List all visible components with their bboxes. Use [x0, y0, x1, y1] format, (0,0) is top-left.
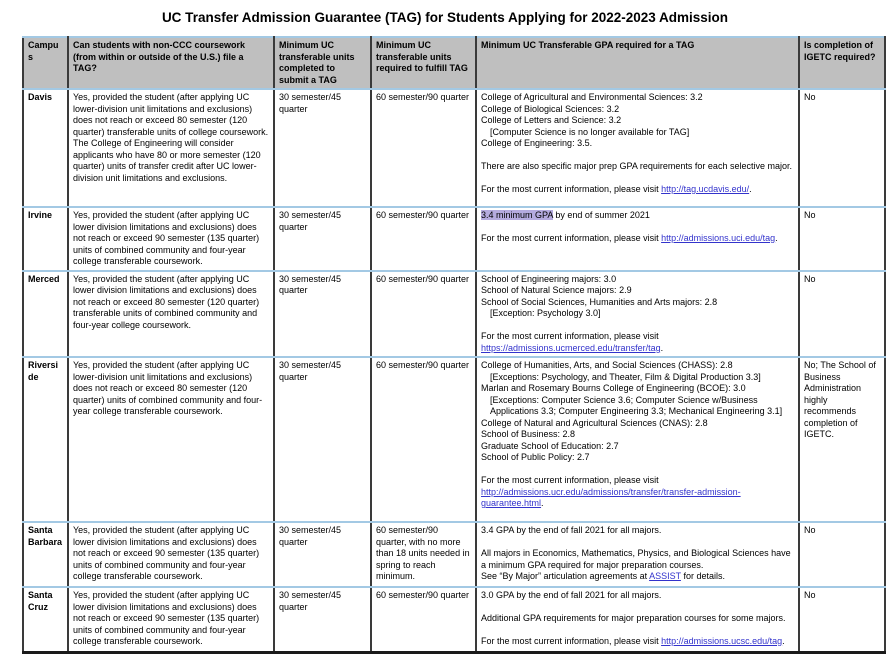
text: For the most current information, please visit [481, 475, 659, 485]
gpa-cell [476, 587, 799, 652]
tag-table [22, 36, 886, 654]
units-fulfill-cell [371, 522, 476, 587]
text: [Computer Science is no longer available for TAG] [490, 126, 690, 137]
text: 60 semester/90 quarter [376, 210, 470, 220]
non-ccc-cell [68, 357, 274, 522]
gpa-cell [476, 357, 799, 522]
text: [Exceptions: Psychology, and Theater, Film & Digital Production 3.3] [490, 371, 761, 382]
units-submit-cell [274, 587, 371, 652]
non-ccc-cell [68, 207, 274, 271]
units-submit-cell [274, 89, 371, 207]
text: College of Humanities, Arts, and Social Sciences (CHASS): 2.8 [481, 360, 733, 370]
text: for details. [680, 571, 725, 581]
campus-cell [23, 207, 68, 271]
text: Yes, provided the student (after applying UC lower division limitations and exclusions) does not reach or exceed 90 semester (135 quarter) units of combined community and four-year college transferable coursework. [73, 210, 260, 266]
text: . [660, 342, 664, 353]
text: . [775, 233, 778, 243]
text: Davis [28, 92, 53, 102]
units-fulfill-cell [371, 357, 476, 522]
gpa-cell [476, 271, 799, 358]
text: No [804, 210, 816, 220]
header-units-submit: Minimum UC transferable units completed to submit a TAG [274, 37, 371, 89]
page [0, 10, 890, 654]
text: Yes, provided the student (after applying UC lower division limitations and exclusions) does not reach or exceed 80 semester (120 quarter) transferable units of combined community and four-year college coursework. [73, 273, 260, 330]
table-row [23, 587, 885, 652]
text: Yes, provided the student (after applying UC lower division limitations and exclusions) does not reach or exceed 90 semester (135 quarter) units of combined community and four-year college transferable coursework. [73, 525, 260, 581]
text: No; The School of Business Administration highly recommends completion of IGETC. [804, 360, 876, 439]
text: . [541, 498, 544, 508]
link[interactable]: http://admissions.uci.edu/tag [661, 233, 776, 243]
table-row [23, 207, 885, 271]
text: For the most current information, please visit [481, 233, 662, 243]
header-campus: Campus [23, 37, 68, 89]
text: Irvine [28, 210, 53, 220]
text: 3.4 GPA by the end of fall 2021 for all majors. [481, 525, 662, 535]
text: Riverside [28, 360, 59, 382]
igetc-cell [799, 271, 885, 358]
text: School of Engineering majors: 3.0 [481, 273, 617, 284]
text: College of Letters and Science: 3.2 [481, 115, 622, 125]
igetc-cell [799, 89, 885, 207]
igetc-cell [799, 522, 885, 587]
non-ccc-cell [68, 271, 274, 358]
text: 30 semester/45 quarter [279, 525, 342, 547]
text: 60 semester/90 quarter [376, 360, 470, 370]
campus-cell [23, 522, 68, 587]
text: College of Engineering: 3.5. [481, 138, 593, 148]
text: No [804, 273, 816, 284]
text: 60 semester/90 quarter, with no more than 18 units needed in spring to reach minimum. [376, 525, 470, 581]
text: School of Public Policy: 2.7 [481, 452, 590, 462]
text: Marlan and Rosemary Bourns College of Engineering (BCOE): 3.0 [481, 383, 746, 393]
units-fulfill-cell [371, 271, 476, 358]
units-fulfill-cell [371, 207, 476, 271]
header-igetc: Is completion of IGETC required? [799, 37, 885, 89]
text: 30 semester/45 quarter [279, 210, 342, 232]
header-gpa: Minimum UC Transferable GPA required for a TAG [476, 37, 799, 89]
header-non-ccc: Can students with non-CCC coursework (from within or outside of the U.S.) file a TAG? [68, 37, 274, 89]
campus-cell [23, 89, 68, 207]
page-title: UC Transfer Admission Guarantee (TAG) for Students Applying for 2022-2023 Admission [161, 10, 729, 25]
text: [Exception: Psychology 3.0] [490, 308, 601, 318]
table-row [23, 522, 885, 587]
units-submit-cell [274, 522, 371, 587]
text: 60 semester/90 quarter [376, 92, 470, 102]
units-submit-cell [274, 207, 371, 271]
text: . [782, 636, 785, 646]
text: Santa Barbara [28, 525, 63, 547]
text: Santa Cruz [28, 590, 53, 612]
campus-cell [23, 357, 68, 522]
text: No [804, 525, 816, 535]
highlighted-text: 3.4 minimum GPA [481, 210, 553, 220]
text: College of Natural and Agricultural Sciences (CNAS): 2.8 [481, 417, 708, 428]
link[interactable]: http://tag.ucdavis.edu/ [661, 184, 750, 194]
units-submit-cell [274, 271, 371, 358]
link[interactable]: https://admissions.ucmerced.edu/transfer/tag [481, 342, 661, 353]
text: 30 semester/45 quarter [279, 273, 342, 295]
units-fulfill-cell [371, 587, 476, 652]
text: School of Social Sciences, Humanities and Arts majors: 2.8 [481, 296, 718, 307]
text: See “By Major” articulation agreements at [481, 571, 650, 581]
text: 60 semester/90 quarter [376, 273, 470, 284]
link[interactable]: http://admissions.ucr.edu/admissions/transfer/transfer-admission-guarantee.html [481, 486, 741, 508]
text: No [804, 92, 816, 102]
table-row [23, 357, 885, 522]
link[interactable]: http://admissions.ucsc.edu/tag [661, 636, 783, 646]
gpa-cell [476, 207, 799, 271]
text: 3.0 GPA by the end of fall 2021 for all majors. [481, 590, 662, 600]
text: 60 semester/90 quarter [376, 590, 470, 600]
units-submit-cell [274, 357, 371, 522]
campus-cell [23, 271, 68, 358]
text: Yes, provided the student (after applying UC lower division limitations and exclusions) does not reach or exceed 90 semester (135 quarter) units of combined community and four-year college transferable coursework. [73, 590, 260, 646]
gpa-cell [476, 522, 799, 587]
text: School of Business: 2.8 [481, 429, 576, 439]
igetc-cell [799, 587, 885, 652]
non-ccc-cell [68, 522, 274, 587]
igetc-cell [799, 357, 885, 522]
gpa-cell [476, 89, 799, 207]
text: For the most current information, please visit [481, 636, 662, 646]
table-row [23, 89, 885, 207]
table-body [23, 89, 885, 652]
text: College of Agricultural and Environmental Sciences: 3.2 [481, 92, 703, 102]
non-ccc-cell [68, 89, 274, 207]
table-row [23, 271, 885, 358]
text: 30 semester/45 quarter [279, 590, 342, 612]
text: For the most current information, please visit [481, 331, 659, 341]
text: All majors in Economics, Mathematics, Physics, and Biological Sciences have a minimum GPA required for major preparation courses. [481, 548, 791, 570]
text: 30 semester/45 quarter [279, 92, 342, 114]
text: by end of summer 2021 [552, 210, 650, 220]
text: [Exceptions: Computer Science 3.6; Computer Science w/Business Applications 3.3; Computer Engineering 3.3; Mechanical Engineering 3.1] [490, 394, 783, 416]
text: School of Natural Science majors: 2.9 [481, 285, 632, 295]
text: Yes, provided the student (after applying UC lower-division unit limitations and exclusions) does not reach or exceed 80 semester (120 quarter) transferable units of college coursework. The College of Engineering will consider applicants who have 80 or more semester (120 quarter) units of transfer credit after UC lower-division unit limitations and exclusions. [73, 92, 269, 183]
text: There are also specific major prep GPA requirements for each selective major. [481, 161, 792, 171]
text: . [749, 184, 752, 194]
non-ccc-cell [68, 587, 274, 652]
text: Graduate School of Education: 2.7 [481, 440, 619, 451]
igetc-cell [799, 207, 885, 271]
text: 30 semester/45 quarter [279, 360, 342, 382]
text: College of Biological Sciences: 3.2 [481, 103, 620, 114]
text: Merced [28, 273, 60, 284]
text: For the most current information, please visit [481, 184, 662, 194]
text: Additional GPA requirements for major preparation courses for some majors. [481, 613, 786, 623]
header-row [23, 37, 885, 89]
text: No [804, 590, 816, 600]
link[interactable]: ASSIST [649, 571, 681, 581]
header-units-fulfill: Minimum UC transferable units required to fulfill TAG [371, 37, 476, 89]
units-fulfill-cell [371, 89, 476, 207]
text: Yes, provided the student (after applying UC lower-division unit limitations and exclusions) does not reach or exceed 80 semester (120 quarter) units of combined community and four-year college transferable coursework. [73, 360, 263, 416]
campus-cell [23, 587, 68, 652]
